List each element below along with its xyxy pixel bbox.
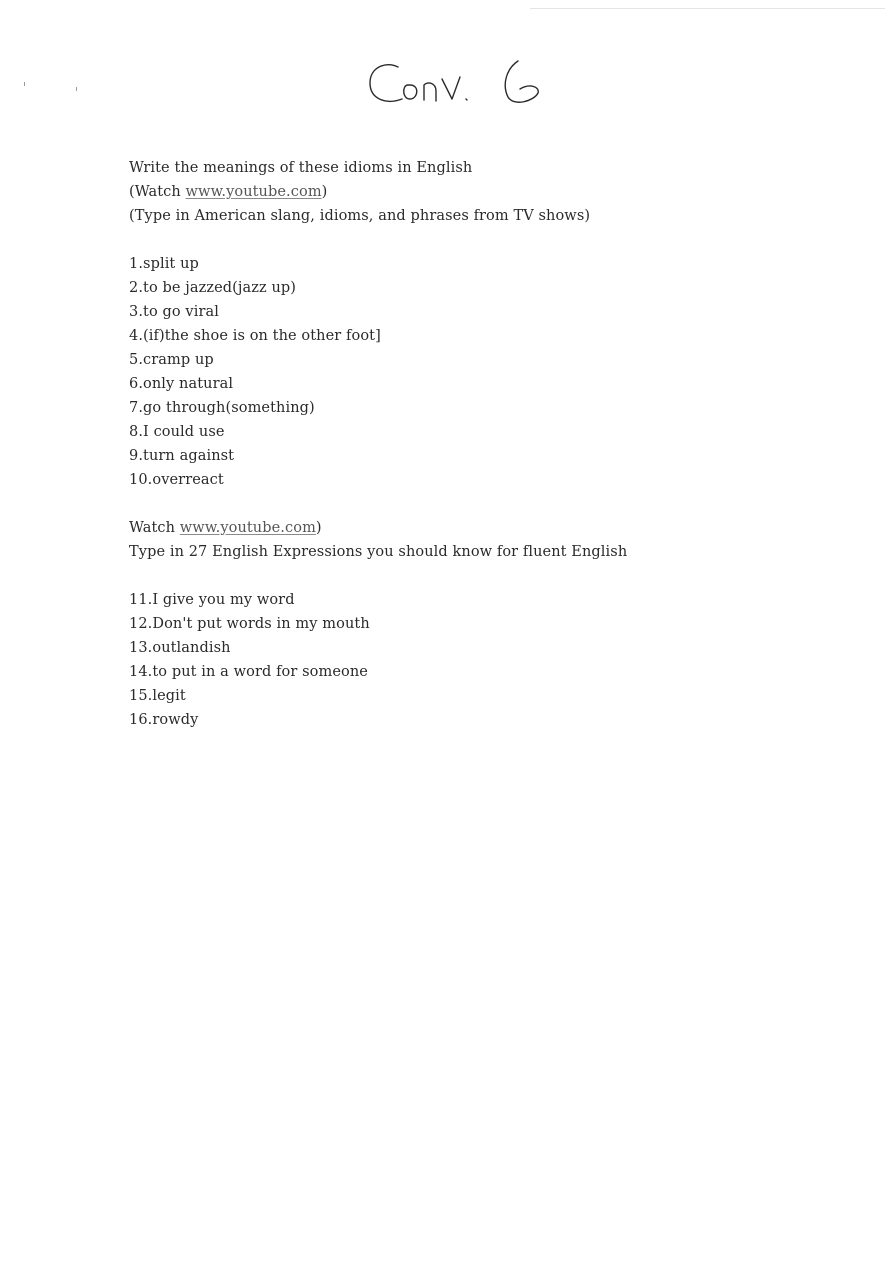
list-item: 8.I could use [129, 424, 225, 440]
scan-artifact-line [530, 8, 885, 9]
list-item: 10.overreact [129, 472, 224, 488]
list-item: 4.(if)the shoe is on the other foot] [129, 328, 381, 344]
spacer [129, 492, 829, 516]
list-item: 6.only natural [129, 376, 234, 392]
watch-prefix: Watch [129, 520, 180, 536]
spacer [129, 564, 829, 588]
watch-line [129, 180, 829, 204]
watch-line [129, 516, 829, 540]
list-item: 14.to put in a word for someone [129, 664, 368, 680]
list-item: 16.rowdy [129, 712, 199, 728]
list-item: 9.turn against [129, 448, 235, 464]
spacer [129, 228, 829, 252]
instruction-text: Write the meanings of these idioms in English [129, 160, 473, 176]
type-in-text: Type in 27 English Expressions you should know for fluent English [129, 544, 628, 560]
list-item: 7.go through(something) [129, 400, 315, 416]
list-item: 13.outlandish [129, 640, 231, 656]
handwritten-title-drawing [362, 55, 562, 117]
scan-artifact-dot [76, 87, 77, 91]
scan-artifact-dot [24, 82, 25, 86]
list-item: 3.to go viral [129, 304, 219, 320]
list-item: 1.split up [129, 256, 199, 272]
list-item: 12.Don't put words in my mouth [129, 616, 370, 632]
list-item: 5.cramp up [129, 352, 214, 368]
type-in-text: (Type in American slang, idioms, and phrases from TV shows) [129, 208, 591, 224]
youtube-link[interactable]: www.youtube.com [185, 184, 322, 200]
watch-prefix: (Watch [129, 184, 186, 200]
list-item: 15.legit [129, 688, 186, 704]
document-body [129, 156, 829, 732]
list-item: 2.to be jazzed(jazz up) [129, 280, 297, 296]
youtube-link[interactable]: www.youtube.com [179, 520, 316, 536]
list-item: 11.I give you my word [129, 592, 295, 608]
handwritten-title [362, 55, 562, 117]
watch-suffix: ) [321, 184, 328, 200]
watch-suffix: ) [315, 520, 322, 536]
